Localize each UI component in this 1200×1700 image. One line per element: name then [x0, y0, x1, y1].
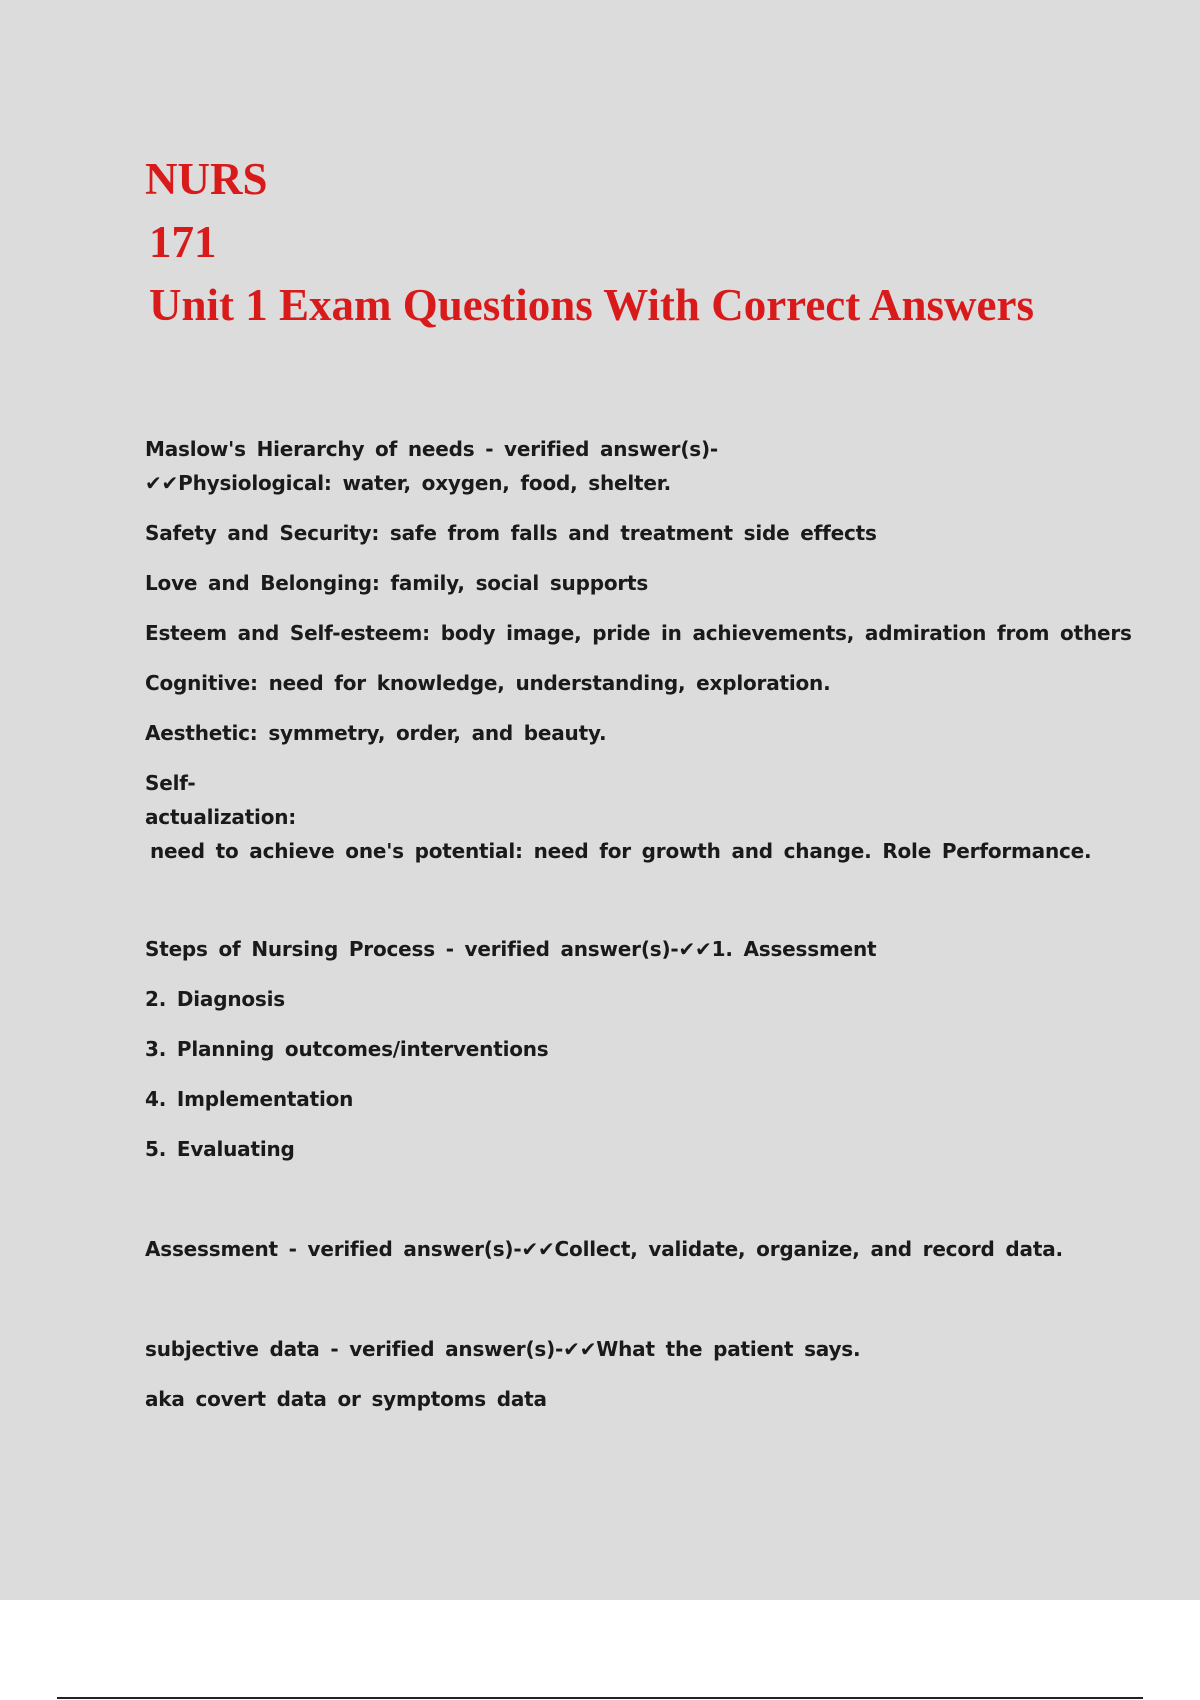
title-line-number: 171 — [149, 217, 217, 267]
subjective-question: subjective data - verified answer(s)-✔✔What the patient says. — [145, 1337, 861, 1361]
title-line-subtitle: Unit 1 Exam Questions With Correct Answers — [149, 280, 1035, 330]
subjective-aka: aka covert data or symptoms data — [145, 1387, 547, 1411]
nursing-step: 4. Implementation — [145, 1087, 354, 1111]
maslow-question: Maslow's Hierarchy of needs - verified answer(s)- — [145, 437, 719, 461]
assessment-question: Assessment - verified answer(s)-✔✔Collect, validate, organize, and record data. — [145, 1237, 1063, 1261]
maslow-physiological: ✔✔Physiological: water, oxygen, food, shelter. — [145, 471, 671, 495]
footer-divider — [57, 1697, 1143, 1699]
nursing-process-question: Steps of Nursing Process - verified answer(s)-✔✔1. Assessment — [145, 937, 877, 961]
nursing-step: 5. Evaluating — [145, 1137, 295, 1161]
maslow-cognitive: Cognitive: need for knowledge, understanding, exploration. — [145, 671, 831, 695]
maslow-self-label: Self- — [145, 771, 196, 795]
document-body — [145, 432, 1132, 1416]
maslow-self-label-cont: actualization: — [145, 805, 297, 829]
nursing-step: 3. Planning outcomes/interventions — [145, 1037, 549, 1061]
maslow-self-actualization: need to achieve one's potential: need for growth and change. Role Performance. — [150, 839, 1092, 863]
title-line-course: NURS — [145, 154, 268, 204]
maslow-esteem: Esteem and Self-esteem: body image, pride in achievements, admiration from others — [145, 621, 1132, 645]
maslow-safety: Safety and Security: safe from falls and treatment side effects — [145, 521, 877, 545]
document-title — [145, 148, 1145, 337]
maslow-love: Love and Belonging: family, social supports — [145, 571, 649, 595]
maslow-aesthetic: Aesthetic: symmetry, order, and beauty. — [145, 721, 607, 745]
nursing-step: 2. Diagnosis — [145, 987, 285, 1011]
